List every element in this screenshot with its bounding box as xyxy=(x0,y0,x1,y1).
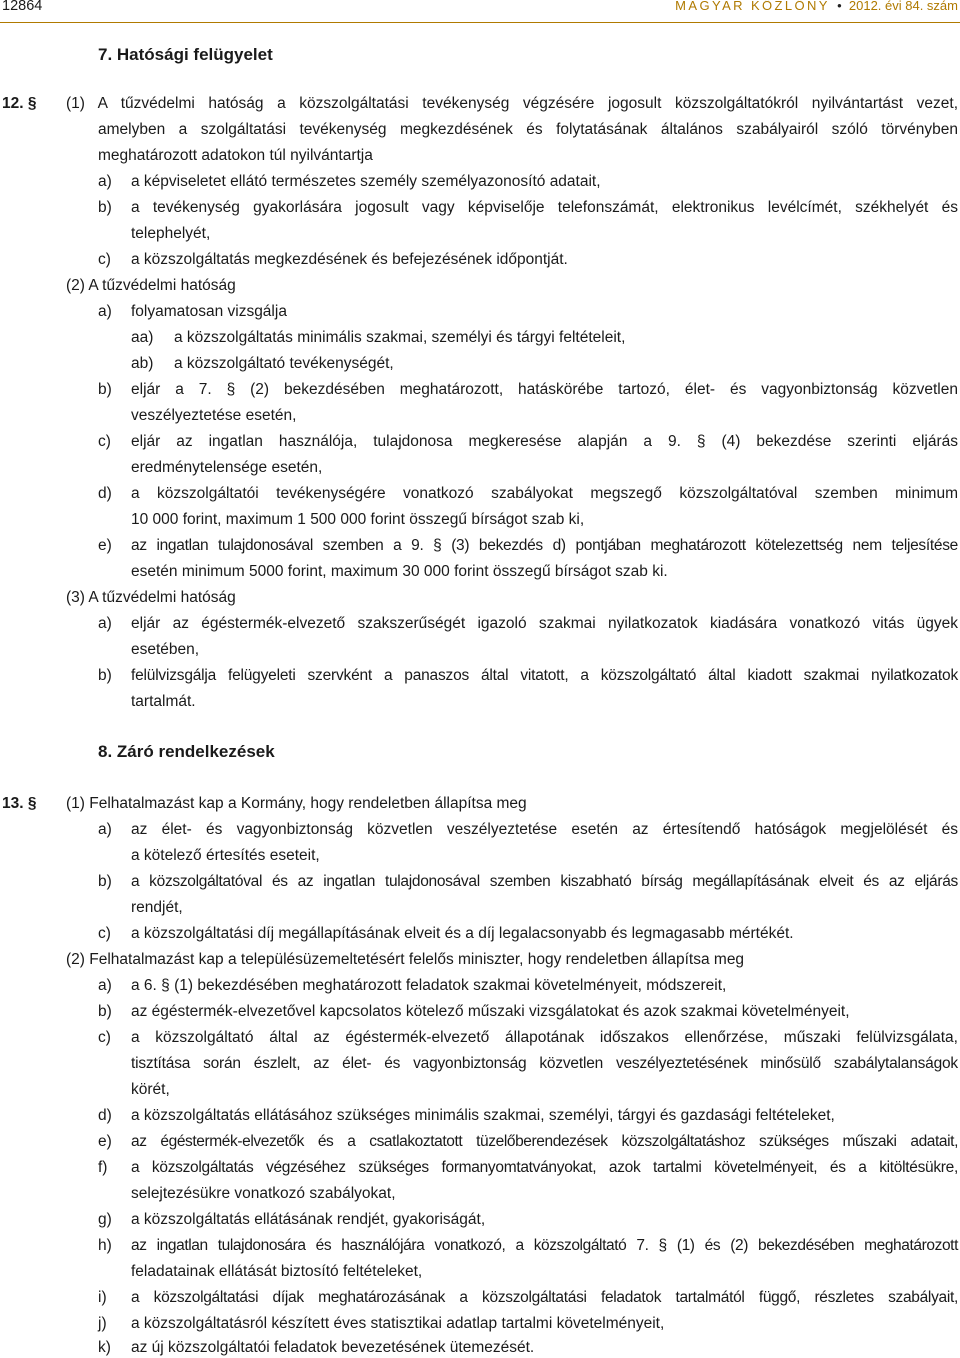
list-marker: b) xyxy=(98,667,112,684)
text-line: a közszolgáltatási díjak meghatározásának a közszolgáltatási feladatok tartalmától függő, részletes szabályait, xyxy=(131,1289,958,1306)
text-line: a közszolgáltatás minimális szakmai, személyi és tárgyi feltételeit, xyxy=(174,329,626,346)
paragraph-number-12: 12. § xyxy=(2,95,37,112)
text-line: (1) Felhatalmazást kap a Kormány, hogy rendeletben állapítsa meg xyxy=(66,795,527,812)
text-line: körét, xyxy=(131,1081,170,1098)
page-number: 12864 xyxy=(2,0,43,14)
list-marker: a) xyxy=(98,173,112,190)
text-line: rendjét, xyxy=(131,899,183,916)
text-line: a közszolgáltató tevékenységét, xyxy=(174,355,394,372)
text-line: esetén minimum 5000 forint, maximum 30 000 forint összegű bírságot szab ki. xyxy=(131,563,668,580)
text-line: a közszolgáltató által az égéstermék-elvezető állapotának időszakos ellenőrzése, műszaki felülvizsgálata, xyxy=(131,1029,958,1046)
list-marker: a) xyxy=(98,977,112,994)
list-marker: f) xyxy=(98,1159,108,1176)
text-line: a 6. § (1) bekezdésében meghatározott feladatok szakmai követelményeit, módszereit, xyxy=(131,977,727,994)
text-line: a képviseletet ellátó természetes személy személyazonosító adatait, xyxy=(131,173,601,190)
list-marker: c) xyxy=(98,925,111,942)
list-marker: b) xyxy=(98,381,112,398)
section-title-7: 7. Hatósági felügyelet xyxy=(98,45,273,64)
paragraph-number-13: 13. § xyxy=(2,795,37,812)
text-line: tartalmát. xyxy=(131,693,196,710)
text-line: az új közszolgáltatói feladatok bevezetésének ütemezését. xyxy=(131,1339,535,1356)
text-line: veszélyeztetése esetén, xyxy=(131,407,297,424)
list-marker: g) xyxy=(98,1211,112,1228)
text-line: 10 000 forint, maximum 1 500 000 forint összegű bírságot szab ki, xyxy=(131,511,585,528)
text-line: (2) Felhatalmazást kap a településüzemeltetésért felelős miniszter, hogy rendeletben állapítsa meg xyxy=(66,951,745,968)
list-marker: b) xyxy=(98,1003,112,1020)
list-marker: j) xyxy=(98,1315,107,1332)
running-header: MAGYAR KÖZLÖNY • 2012. évi 84. szám xyxy=(675,0,958,13)
text-line: a közszolgáltatási díj megállapításának elveit és a díj legalacsonyabb és legmagasabb mértékét. xyxy=(131,925,794,942)
list-marker: d) xyxy=(98,485,112,502)
header-rule xyxy=(0,22,960,23)
text-line: eljár az ingatlan használója, tulajdonosa megkeresése alapján a 9. § (4) bekezdése szerinti eljárás xyxy=(131,433,958,450)
list-marker: e) xyxy=(98,537,112,554)
text-line: feladatainak ellátását biztosító feltételeket, xyxy=(131,1263,423,1280)
list-marker: b) xyxy=(98,199,112,216)
text-line: az ingatlan tulajdonosára és használójára vonatkozó, a közszolgáltató 7. § (1) és (2) bekezdésében meghatározott xyxy=(131,1237,958,1254)
text-line: az égéstermék-elvezetők és a csatlakoztatott tüzelőberendezések közszolgáltatáshoz szükséges műszaki adatait, xyxy=(131,1133,958,1150)
list-marker: a) xyxy=(98,615,112,632)
list-marker: aa) xyxy=(131,329,154,346)
text-line: a közszolgáltatói tevékenységére vonatkozó szabályokat megszegő közszolgáltatóval szemben minimum xyxy=(131,485,958,502)
text-line: a kötelező értesítés eseteit, xyxy=(131,847,320,864)
list-marker: ab) xyxy=(131,355,154,372)
text-line: selejtezésükre vonatkozó szabályokat, xyxy=(131,1185,396,1202)
text-line: amelyben a szolgáltatási tevékenység megkezdésének és folytatásának általános szabályairól szóló törvényben xyxy=(98,121,958,138)
section-title-8: 8. Záró rendelkezések xyxy=(98,742,275,761)
text-line: meghatározott adatokon túl nyilvántartja xyxy=(98,147,373,164)
list-marker: a) xyxy=(98,303,112,320)
text-line: a közszolgáltatásról készített éves statisztikai adatlap tartalmi követelményeit, xyxy=(131,1315,665,1332)
list-marker: k) xyxy=(98,1339,111,1356)
text-line: a közszolgáltatás végzéséhez szükséges formanyomtatványokat, azok tartalmi követelményeit, és a kitöltésükre, xyxy=(131,1159,958,1176)
text-line: (2) A tűzvédelmi hatóság xyxy=(66,277,236,294)
text-line: eljár az égéstermék-elvezető szakszerűségét igazoló szakmai nyilatkozatok kiadására vonatkozó vitás ügyek xyxy=(131,615,958,632)
list-marker: d) xyxy=(98,1107,112,1124)
journal-title: MAGYAR KÖZLÖNY xyxy=(675,0,830,13)
list-marker: c) xyxy=(98,251,111,268)
list-marker: i) xyxy=(98,1289,107,1306)
text-line: telephelyét, xyxy=(131,225,211,242)
list-marker: h) xyxy=(98,1237,112,1254)
text-line: a közszolgáltatás ellátásának rendjét, gyakoriságát, xyxy=(131,1211,486,1228)
text-line: az élet- és vagyonbiztonság közvetlen veszélyeztetése esetén az értesítendő hatóságok megjelölését és xyxy=(131,821,958,838)
text-line: (1) A tűzvédelmi hatóság a közszolgáltatási tevékenység végzésére jogosult közszolgáltatókról nyilvántartást vezet, xyxy=(66,95,958,112)
list-marker: c) xyxy=(98,433,111,450)
text-line: (3) A tűzvédelmi hatóság xyxy=(66,589,236,606)
list-marker: e) xyxy=(98,1133,112,1150)
text-line: az ingatlan tulajdonosával szemben a 9. § (3) bekezdés d) pontjában meghatározott kötelezettség nem teljesítése xyxy=(131,537,958,554)
list-marker: b) xyxy=(98,873,112,890)
text-line: esetében, xyxy=(131,641,200,658)
text-line: a közszolgáltatás megkezdésének és befejezésének időpontját. xyxy=(131,251,568,268)
text-line: az égéstermék-elvezetővel kapcsolatos kötelező műszaki vizsgálatokat és azok szakmai követelményeit, xyxy=(131,1003,850,1020)
issue-info: 2012. évi 84. szám xyxy=(848,0,958,13)
text-line: a közszolgáltatóval és az ingatlan tulajdonosával szemben kiszabható bírság megállapításának elveit és az eljárás xyxy=(131,873,958,890)
text-line: tisztítása során észlelt, az élet- és vagyonbiztonság közvetlen veszélyeztetésének minősülő szabálytalanságok xyxy=(131,1055,958,1072)
list-marker: c) xyxy=(98,1029,111,1046)
text-line: a tevékenység gyakorlására jogosult vagy képviselője telefonszámát, elektronikus levélcímét, székhelyét és xyxy=(131,199,958,216)
text-line: eredménytelensége esetén, xyxy=(131,459,323,476)
text-line: a közszolgáltatás ellátásához szükséges minimális szakmai, személyi, tárgyi és gazdasági feltételeket, xyxy=(131,1107,835,1124)
text-line: eljár a 7. § (2) bekezdésében meghatározott, hatáskörébe tartozó, élet- és vagyonbiztonság közvetlen xyxy=(131,381,958,398)
text-line: folyamatosan vizsgálja xyxy=(131,303,287,320)
list-marker: a) xyxy=(98,821,112,838)
text-line: felülvizsgálja felügyeleti szervként a panaszos által vitatott, a közszolgáltató által kiadott szakmai nyilatkozatok xyxy=(131,667,958,684)
